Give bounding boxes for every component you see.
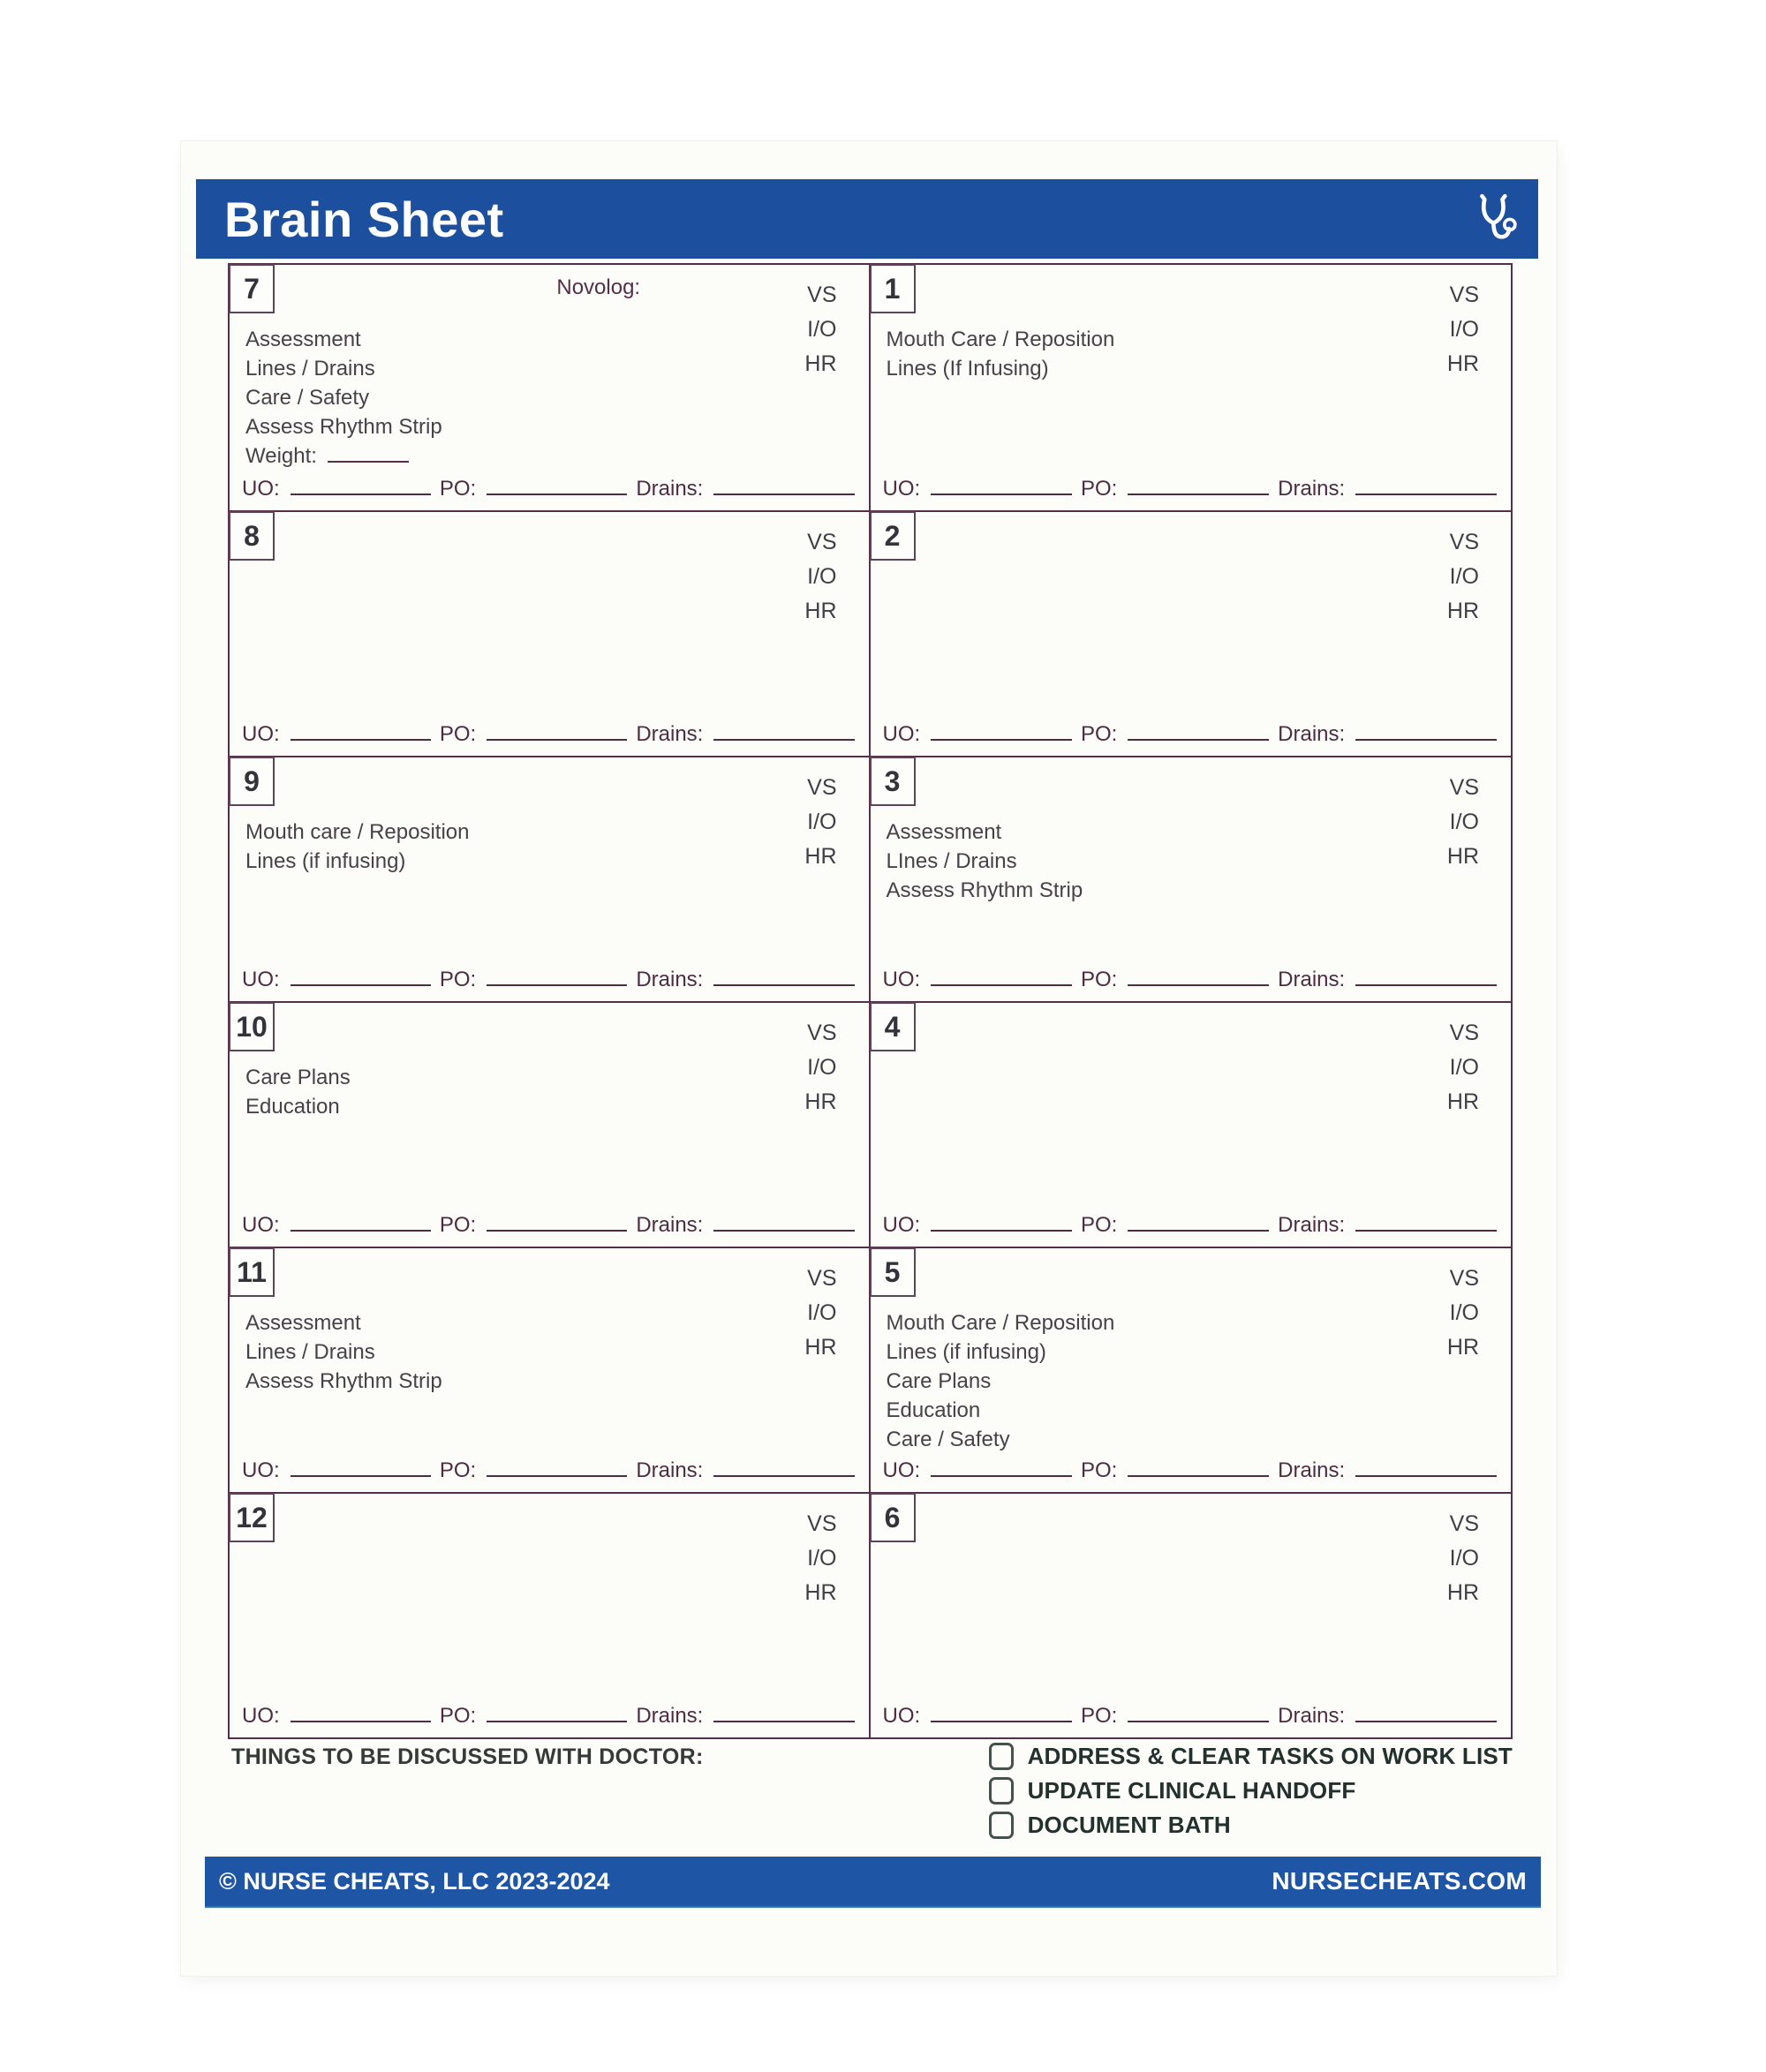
- vs-label: VS: [807, 1021, 837, 1045]
- vs-label: VS: [1449, 530, 1479, 554]
- hr-label: HR: [1446, 1335, 1479, 1360]
- vitals-labels: [1447, 525, 1479, 629]
- uo-field[interactable]: [931, 739, 1072, 741]
- task-item: Care / Safety: [245, 386, 370, 410]
- uo-field[interactable]: [931, 1721, 1072, 1722]
- drains-label: Drains:: [636, 968, 704, 991]
- task-list: [887, 817, 1379, 905]
- po-field[interactable]: [1128, 494, 1269, 495]
- drains-field[interactable]: [1355, 1230, 1497, 1232]
- task-item: Lines / Drains: [245, 357, 375, 380]
- outputs-line: [883, 1213, 1499, 1238]
- weight-field-line: [245, 441, 736, 471]
- bottom-section: [231, 1742, 1513, 1840]
- checkbox-document-bath[interactable]: [989, 1812, 1014, 1839]
- outputs-line: [242, 722, 857, 747]
- outputs-line: [242, 1458, 857, 1483]
- checkbox-update-clinical-handoff[interactable]: [989, 1777, 1014, 1805]
- hour-number-box: [229, 511, 275, 561]
- vitals-labels: [804, 1507, 836, 1610]
- vitals-labels: [804, 1262, 836, 1365]
- po-field[interactable]: [487, 1721, 627, 1722]
- checklist-item-label: UPDATE CLINICAL HANDOFF: [1027, 1777, 1356, 1804]
- drains-field[interactable]: [1355, 1475, 1497, 1477]
- drains-field[interactable]: [1355, 1721, 1497, 1722]
- po-field[interactable]: [1128, 984, 1269, 986]
- uo-field[interactable]: [931, 494, 1072, 495]
- vitals-labels: [1447, 1016, 1479, 1119]
- po-field[interactable]: [487, 984, 627, 986]
- vitals-labels: [804, 771, 836, 874]
- uo-label: UO:: [242, 722, 280, 746]
- page-title: Brain Sheet: [224, 191, 504, 247]
- hr-label: HR: [804, 1580, 837, 1605]
- vs-label: VS: [1449, 1266, 1479, 1291]
- po-label: PO:: [1080, 1213, 1118, 1237]
- task-item: Mouth Care / Reposition: [886, 1311, 1115, 1335]
- hr-label: HR: [1446, 844, 1479, 869]
- hour-number: 8: [244, 519, 260, 552]
- task-item: Lines (If Infusing): [886, 357, 1049, 380]
- header-bar: [196, 179, 1538, 259]
- copyright-text: © NURSE CHEATS, LLC 2023-2024: [219, 1867, 610, 1895]
- task-list: [245, 1063, 736, 1121]
- outputs-line: [883, 722, 1499, 747]
- drains-field[interactable]: [713, 1475, 854, 1477]
- hour-number: 7: [244, 272, 260, 305]
- io-label: I/O: [807, 317, 837, 342]
- discussion-label: THINGS TO BE DISCUSSED WITH DOCTOR:: [231, 1744, 704, 1769]
- task-item: Mouth care / Reposition: [245, 820, 470, 844]
- uo-label: UO:: [882, 722, 921, 746]
- hour-cell-8: [230, 510, 871, 756]
- hr-label: HR: [1446, 599, 1479, 623]
- po-label: PO:: [439, 1704, 477, 1728]
- hour-number-box: [229, 757, 275, 806]
- uo-field[interactable]: [931, 984, 1072, 986]
- hour-number: 11: [237, 1255, 267, 1288]
- checklist-row: [989, 1776, 1513, 1805]
- uo-label: UO:: [882, 477, 921, 501]
- task-item: Lines (if infusing): [886, 1340, 1046, 1364]
- drains-label: Drains:: [636, 1213, 704, 1237]
- po-label: PO:: [439, 477, 477, 501]
- vs-label: VS: [1449, 775, 1479, 800]
- hour-cell-9: [230, 756, 871, 1001]
- hour-cell-7: [230, 265, 871, 510]
- io-label: I/O: [1449, 1546, 1479, 1571]
- hr-label: HR: [804, 844, 837, 869]
- drains-field[interactable]: [713, 984, 854, 986]
- uo-label: UO:: [242, 1704, 280, 1728]
- po-label: PO:: [439, 722, 477, 746]
- io-label: I/O: [807, 1055, 837, 1080]
- brain-sheet-page: [181, 141, 1557, 1976]
- hour-number: 12: [236, 1501, 268, 1533]
- task-item: Assessment: [245, 1311, 361, 1335]
- checklist-item-label: ADDRESS & CLEAR TASKS ON WORK LIST: [1027, 1743, 1513, 1769]
- outputs-line: [242, 1704, 857, 1729]
- task-item: Care Plans: [886, 1369, 992, 1393]
- uo-field[interactable]: [291, 494, 431, 495]
- hour-cell-1: [871, 265, 1512, 510]
- hour-number-box: [229, 1493, 275, 1542]
- hour-number: 5: [884, 1255, 901, 1288]
- outputs-line: [883, 477, 1499, 501]
- hour-cell-10: [230, 1001, 871, 1247]
- task-list: [245, 1308, 736, 1396]
- io-label: I/O: [1449, 810, 1479, 834]
- task-item: Assess Rhythm Strip: [245, 1369, 442, 1393]
- po-field[interactable]: [1128, 1230, 1269, 1232]
- io-label: I/O: [1449, 1300, 1479, 1325]
- drains-label: Drains:: [636, 1458, 704, 1482]
- uo-field[interactable]: [931, 1475, 1072, 1477]
- outputs-line: [242, 968, 857, 992]
- task-item: Assessment: [245, 328, 361, 351]
- hour-number-box: [229, 1002, 275, 1051]
- hour-number-box: [870, 757, 916, 806]
- hour-number-box: [870, 1247, 916, 1297]
- hr-label: HR: [804, 1089, 837, 1114]
- task-item: Assess Rhythm Strip: [245, 415, 442, 439]
- vitals-labels: [804, 278, 836, 381]
- hour-number: 4: [884, 1010, 901, 1043]
- io-label: I/O: [807, 810, 837, 834]
- vitals-labels: [1447, 1262, 1479, 1365]
- task-item: Lines / Drains: [245, 1340, 375, 1364]
- task-item: Education: [886, 1398, 981, 1422]
- po-label: PO:: [1080, 722, 1118, 746]
- uo-label: UO:: [882, 1213, 921, 1237]
- uo-label: UO:: [882, 1704, 921, 1728]
- novolog-note: Novolog:: [556, 275, 641, 299]
- uo-field[interactable]: [291, 1230, 431, 1232]
- po-field[interactable]: [1128, 739, 1269, 741]
- drains-field[interactable]: [1355, 739, 1497, 741]
- vitals-labels: [804, 1016, 836, 1119]
- stethoscope-icon: [1476, 193, 1519, 245]
- hr-label: HR: [804, 1335, 837, 1360]
- task-item: Assess Rhythm Strip: [886, 878, 1083, 902]
- hour-number: 6: [884, 1501, 901, 1533]
- hour-number-box: [870, 511, 916, 561]
- hr-label: HR: [804, 599, 837, 623]
- po-field[interactable]: [487, 1230, 627, 1232]
- hour-cell-11: [230, 1247, 871, 1492]
- vs-label: VS: [1449, 1511, 1479, 1536]
- weight-label: Weight:: [245, 444, 317, 468]
- task-item: Lines (if infusing): [245, 849, 406, 873]
- drains-label: Drains:: [1278, 1458, 1346, 1482]
- end-of-shift-checklist: [989, 1742, 1513, 1840]
- uo-field[interactable]: [291, 1721, 431, 1722]
- uo-label: UO:: [242, 1458, 280, 1482]
- hour-number-box: [229, 264, 275, 313]
- task-list: [245, 817, 736, 876]
- hr-label: HR: [1446, 1580, 1479, 1605]
- hr-label: HR: [1446, 1089, 1479, 1114]
- hour-number: 9: [244, 765, 260, 797]
- io-label: I/O: [1449, 317, 1479, 342]
- vs-label: VS: [807, 283, 837, 307]
- io-label: I/O: [807, 1546, 837, 1571]
- po-field[interactable]: [1128, 1475, 1269, 1477]
- checkbox-address-clear-tasks[interactable]: [989, 1743, 1014, 1770]
- io-label: I/O: [807, 564, 837, 589]
- io-label: I/O: [1449, 564, 1479, 589]
- hour-cell-5: [871, 1247, 1512, 1492]
- po-field[interactable]: [1128, 1721, 1269, 1722]
- uo-label: UO:: [242, 968, 280, 991]
- outputs-line: [883, 968, 1499, 992]
- drains-label: Drains:: [636, 1704, 704, 1728]
- hour-number-box: [870, 264, 916, 313]
- drains-field[interactable]: [1355, 494, 1497, 495]
- uo-field[interactable]: [931, 1230, 1072, 1232]
- drains-label: Drains:: [1278, 722, 1346, 746]
- checklist-row: [989, 1742, 1513, 1771]
- po-field[interactable]: [487, 494, 627, 495]
- io-label: I/O: [807, 1300, 837, 1325]
- footer-bar: [205, 1857, 1541, 1908]
- po-label: PO:: [439, 968, 477, 991]
- outputs-line: [883, 1458, 1499, 1483]
- po-label: PO:: [1080, 1458, 1118, 1482]
- drains-field[interactable]: [1355, 984, 1497, 986]
- hour-number-box: [229, 1247, 275, 1297]
- uo-field[interactable]: [291, 1475, 431, 1477]
- drains-label: Drains:: [1278, 968, 1346, 991]
- task-item: Assessment: [886, 820, 1002, 844]
- task-item: Education: [245, 1095, 340, 1119]
- po-label: PO:: [1080, 477, 1118, 501]
- hour-number-box: [870, 1002, 916, 1051]
- po-label: PO:: [439, 1458, 477, 1482]
- hour-cell-12: [230, 1492, 871, 1737]
- hour-cell-4: [871, 1001, 1512, 1247]
- hourly-grid: [228, 263, 1513, 1739]
- uo-field[interactable]: [291, 739, 431, 741]
- hour-number: 1: [884, 272, 901, 305]
- vs-label: VS: [807, 530, 837, 554]
- drains-label: Drains:: [636, 477, 704, 501]
- po-label: PO:: [439, 1213, 477, 1237]
- drains-label: Drains:: [1278, 477, 1346, 501]
- vitals-labels: [1447, 1507, 1479, 1610]
- task-list: [245, 325, 736, 441]
- hour-cell-6: [871, 1492, 1512, 1737]
- drains-label: Drains:: [1278, 1213, 1346, 1237]
- checklist-item-label: DOCUMENT BATH: [1027, 1812, 1231, 1838]
- drains-field[interactable]: [713, 739, 854, 741]
- vs-label: VS: [1449, 283, 1479, 307]
- uo-label: UO:: [242, 477, 280, 501]
- task-list: [887, 325, 1379, 383]
- hour-number: 10: [236, 1010, 268, 1043]
- po-label: PO:: [1080, 968, 1118, 991]
- drains-label: Drains:: [1278, 1704, 1346, 1728]
- vitals-labels: [1447, 771, 1479, 874]
- task-item: Care / Safety: [886, 1428, 1010, 1451]
- vs-label: VS: [807, 1266, 837, 1291]
- uo-label: UO:: [882, 1458, 921, 1482]
- hour-number-box: [870, 1493, 916, 1542]
- vs-label: VS: [807, 1511, 837, 1536]
- weight-field[interactable]: [328, 461, 409, 463]
- hr-label: HR: [804, 351, 837, 376]
- hour-cell-2: [871, 510, 1512, 756]
- outputs-line: [242, 1213, 857, 1238]
- drains-field[interactable]: [713, 494, 854, 495]
- drains-field[interactable]: [713, 1230, 854, 1232]
- uo-label: UO:: [242, 1213, 280, 1237]
- hour-number: 3: [884, 765, 901, 797]
- drains-field[interactable]: [713, 1721, 854, 1722]
- drains-label: Drains:: [636, 722, 704, 746]
- checklist-row: [989, 1811, 1513, 1840]
- website-text: NURSECHEATS.COM: [1272, 1867, 1527, 1895]
- po-field[interactable]: [487, 739, 627, 741]
- uo-field[interactable]: [291, 984, 431, 986]
- hour-cell-3: [871, 756, 1512, 1001]
- vitals-labels: [804, 525, 836, 629]
- hour-number: 2: [884, 519, 901, 552]
- outputs-line: [242, 477, 857, 501]
- vs-label: VS: [807, 775, 837, 800]
- outputs-line: [883, 1704, 1499, 1729]
- po-field[interactable]: [487, 1475, 627, 1477]
- vitals-labels: [1447, 278, 1479, 381]
- hr-label: HR: [1446, 351, 1479, 376]
- task-item: Mouth Care / Reposition: [886, 328, 1115, 351]
- po-label: PO:: [1080, 1704, 1118, 1728]
- io-label: I/O: [1449, 1055, 1479, 1080]
- vs-label: VS: [1449, 1021, 1479, 1045]
- task-item: Care Plans: [245, 1066, 351, 1089]
- task-item: LInes / Drains: [886, 849, 1017, 873]
- task-list: [887, 1308, 1379, 1454]
- uo-label: UO:: [882, 968, 921, 991]
